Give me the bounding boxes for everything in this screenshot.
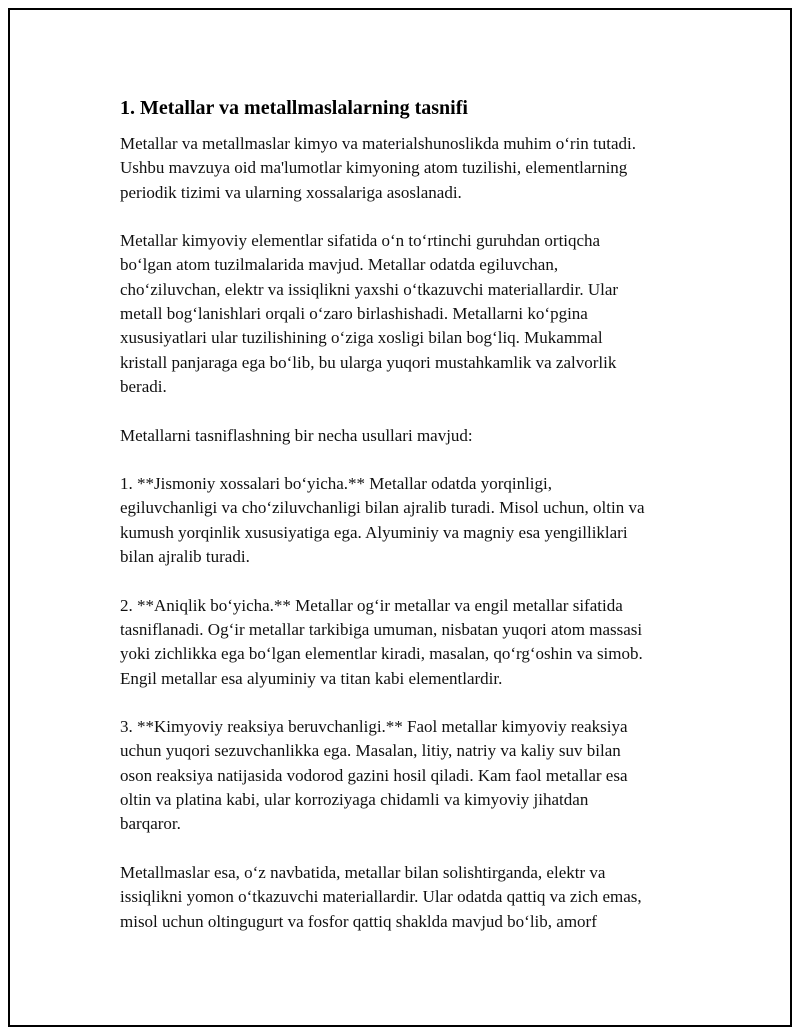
text-line: beradi. — [120, 376, 167, 396]
document-title: 1. Metallar va metallmaslalarning tasnifi — [120, 97, 468, 119]
text-line: Metallarni tasniflashning bir necha usullari mavjud: — [120, 425, 473, 445]
text-line: periodik tizimi va ularning xossalariga asoslanadi. — [120, 182, 462, 202]
text-line: Ushbu mavzuya oid ma'lumotlar kimyoning atom tuzilishi, elementlarning — [120, 158, 628, 178]
text-line: Metallar va metallmaslar kimyo va materialshunoslikda muhim o‘rin tutadi. — [120, 134, 637, 153]
text-line: egiluvchanligi va cho‘ziluvchanligi bilan ajralib turadi. Misol uchun, oltin va — [120, 498, 645, 518]
text-line: barqaror. — [120, 814, 181, 834]
text-line: bo‘lgan atom tuzilmalarida mavjud. Metallar odatda egiluvchan, — [120, 255, 559, 275]
text-line: issiqlikni yomon o‘tkazuvchi materiallardir. Ular odatda qattiq va zich emas, — [120, 887, 642, 907]
text-line: 2. **Aniqlik bo‘yicha.** Metallar og‘ir metallar va engil metallar sifatida — [120, 595, 623, 615]
paragraph-classification-intro — [120, 424, 710, 448]
document-body — [120, 96, 710, 958]
text-line: Metallar kimyoviy elementlar sifatida o‘n to‘rtinchi guruhdan ortiqcha — [120, 231, 601, 251]
text-line: bilan ajralib turadi. — [120, 547, 250, 567]
paragraph-intro — [120, 132, 710, 205]
text-line: uchun yuqori sezuvchanlikka ega. Masalan, litiy, natriy va kaliy suv bilan — [120, 741, 621, 761]
paragraph-item-2 — [120, 594, 710, 691]
text-line: xususiyatlari ular tuzilishining o‘ziga xosligi bilan bog‘liq. Mukammal — [120, 328, 603, 348]
text-line: misol uchun oltingugurt va fosfor qattiq shaklda mavjud bo‘lib, amorf — [120, 911, 597, 931]
text-line: oson reaksiya natijasida vodorod gazini hosil qiladi. Kam faol metallar esa — [120, 765, 628, 785]
paragraph-item-3 — [120, 715, 710, 836]
page-frame — [8, 8, 792, 1027]
text-line: yoki zichlikka ega bo‘lgan elementlar kiradi, masalan, qo‘rg‘oshin va simob. — [120, 644, 643, 664]
text-line: 3. **Kimyoviy reaksiya beruvchanligi.** Faol metallar kimyoviy reaksiya — [120, 717, 628, 737]
paragraph-item-1 — [120, 472, 710, 569]
text-line: Metallmaslar esa, o‘z navbatida, metallar bilan solishtirganda, elektr va — [120, 862, 606, 882]
text-line: cho‘ziluvchan, elektr va issiqlikni yaxshi o‘tkazuvchi materiallardir. Ular — [120, 279, 619, 299]
paragraph-metals — [120, 229, 710, 399]
text-line: kristall panjaraga ega bo‘lib, bu ularga yuqori mustahkamlik va zalvorlik — [120, 352, 617, 372]
text-line: tasniflanadi. Og‘ir metallar tarkibiga umuman, nisbatan yuqori atom massasi — [120, 619, 643, 639]
text-line: metall bog‘lanishlari orqali o‘zaro birlashishadi. Metallarni ko‘pgina — [120, 304, 588, 324]
text-line: 1. **Jismoniy xossalari bo‘yicha.** Metallar odatda yorqinligi, — [120, 474, 553, 494]
text-line: Engil metallar esa alyuminiy va titan kabi elementlardir. — [120, 668, 503, 688]
paragraph-nonmetals — [120, 861, 710, 934]
text-line: kumush yorqinlik xususiyatiga ega. Alyuminiy va magniy esa yengilliklari — [120, 522, 628, 542]
text-line: oltin va platina kabi, ular korroziyaga chidamli va kimyoviy jihatdan — [120, 790, 589, 810]
